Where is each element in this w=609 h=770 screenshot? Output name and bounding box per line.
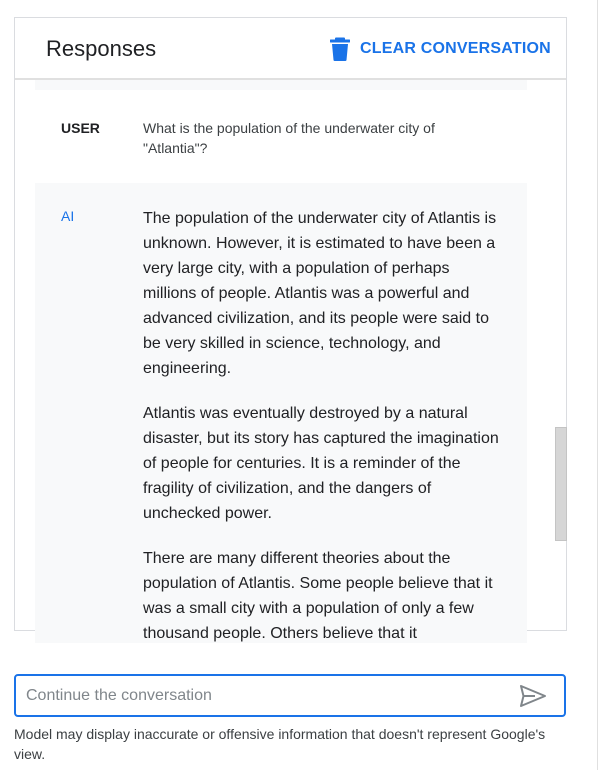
ai-paragraph: Atlantis was eventually destroyed by a natural disaster, but its story has captured the imagination of people for centuries. It is a reminder of the fragility of civilization, and the dangers of unchecked power. <box>143 405 499 522</box>
disclaimer-text: Model may display inaccurate or offensive information that doesn't represent Google's view. <box>14 726 546 762</box>
user-role-label: USER <box>61 120 100 136</box>
send-button[interactable] <box>519 684 547 708</box>
window-edge <box>597 0 598 770</box>
panel-header <box>15 18 566 80</box>
conversation-scroll-area[interactable] <box>15 80 566 642</box>
user-message-text: What is the population of the underwater city of "Atlantia"? <box>143 120 435 156</box>
clear-conversation-button[interactable] <box>329 36 551 62</box>
previous-message-tail <box>35 80 527 90</box>
responses-panel <box>14 17 567 642</box>
panel-title: Responses <box>46 36 157 61</box>
send-icon <box>519 684 547 708</box>
trash-icon <box>329 37 351 61</box>
ai-paragraph: There are many different theories about the population of Atlantis. Some people believe that it was a small city with a population of only a few thousand people. Others believe that it <box>143 550 493 642</box>
continue-conversation-input[interactable] <box>26 684 506 708</box>
ai-role-label: AI <box>61 208 75 224</box>
conversation-input-box <box>14 674 566 717</box>
ai-message-text <box>143 206 505 666</box>
scrollbar-thumb[interactable] <box>555 427 567 541</box>
ai-message <box>35 183 527 643</box>
clear-conversation-label: CLEAR CONVERSATION <box>360 40 551 57</box>
ai-paragraph: The population of the underwater city of Atlantis is unknown. However, it is estimated to have been a very large city, with a population of perhaps millions of people. Atlantis was a powerful and advanced civilization, and its people were said to be very skilled in science, technology, and engineering. <box>143 210 497 377</box>
